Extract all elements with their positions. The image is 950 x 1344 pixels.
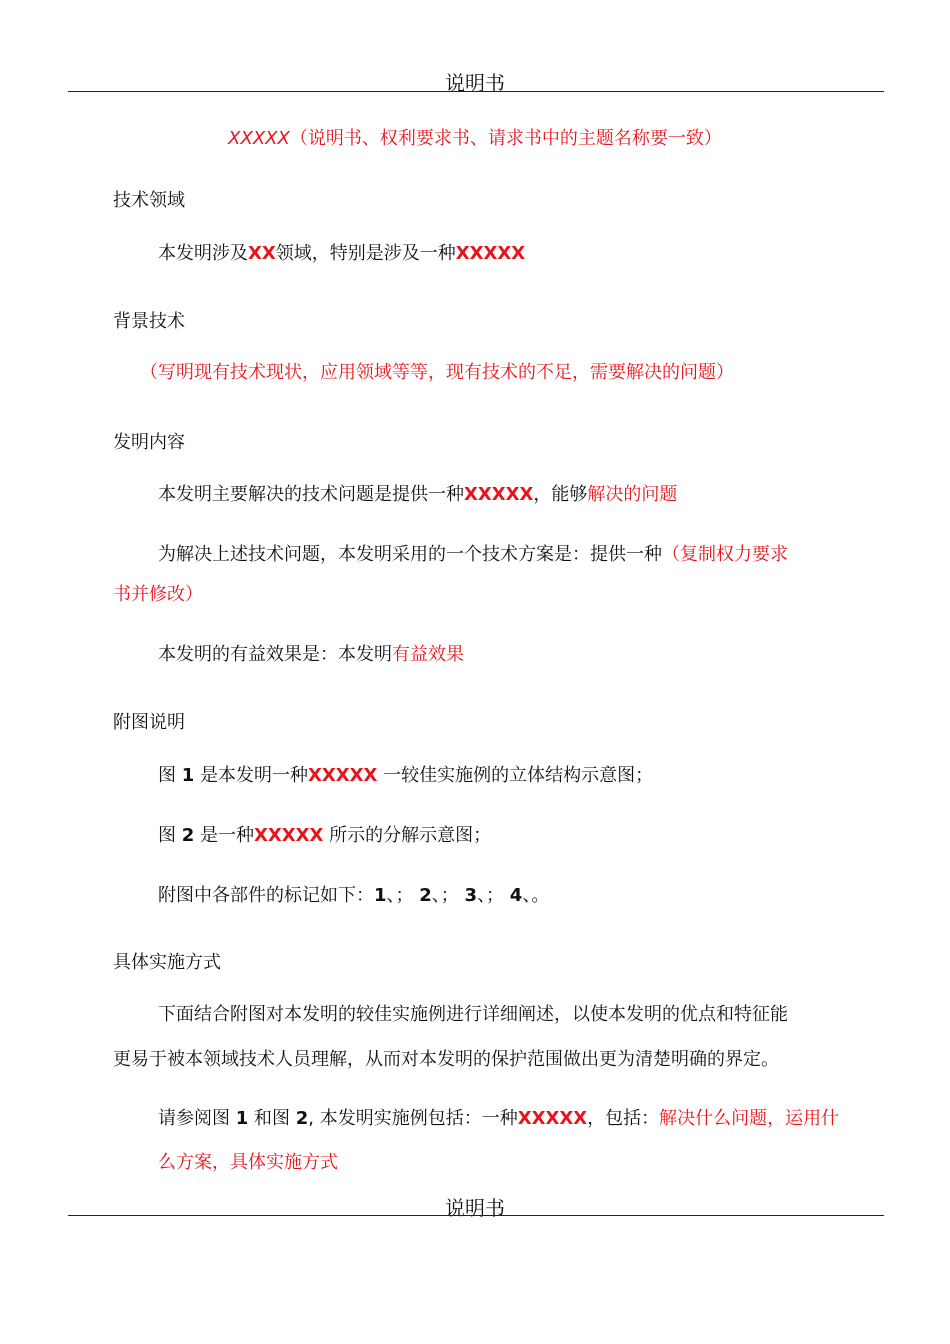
content-p1-placeholder: XXXXX [464,484,534,505]
fig2-number: 2 [181,825,195,846]
content-p3-text: 本发明的有益效果是：本发明 [158,644,392,665]
mark-sep-2: 、； [431,885,459,906]
page-footer-title: 说明书 [445,1196,505,1220]
content-paragraph-3 [158,640,464,666]
content-paragraph-1 [158,480,677,506]
mark-end: 、。 [522,885,550,906]
section-heading-embodiment: 具体实施方式 [113,952,221,973]
emb-p2-text-1: 请参阅图 [158,1108,230,1129]
emb-p2-text-4: ，包括： [587,1108,660,1129]
fig1-placeholder: XXXXX [308,765,378,786]
emb-p2-text-2: 和图 [254,1108,290,1129]
section-heading-content: 发明内容 [113,432,185,453]
fig2-text-2: 所示的分解示意图； [329,825,492,846]
emb-p2-fig-1: 1 [235,1108,249,1129]
fig2-text-1: 是一种 [200,825,254,846]
fig2-placeholder: XXXXX [254,825,324,846]
embodiment-paragraph-1-line-2: 更易于被本领域技术人员理解，从而对本发明的保护范围做出更为清楚明确的界定。 [113,1049,779,1070]
content-paragraph-2-line-1 [158,540,788,566]
fig2-label: 图 [158,825,176,846]
page-header-title: 说明书 [445,71,505,95]
fig1-label: 图 [158,765,176,786]
content-p1-text-2: ，能够 [533,484,588,505]
title-placeholder: XXXXX [228,128,290,149]
figure-2-description [158,821,491,847]
field-placeholder-xx: XX [248,243,276,264]
field-placeholder-xxxxx: XXXXX [455,243,526,264]
mark-1: 1 [374,885,387,906]
section-heading-field: 技术领域 [113,190,185,211]
marks-text: 附图中各部件的标记如下： [158,885,374,906]
content-p1-red-note: 解决的问题 [587,484,678,505]
content-p2-red-note-1: （复制权力要求 [662,544,788,565]
mark-sep-3: 、； [477,885,505,906]
section-heading-background: 背景技术 [113,311,185,332]
document-title [0,124,950,150]
field-paragraph [158,239,525,265]
part-marks-list [158,881,549,907]
footer-rule [68,1215,884,1216]
embodiment-paragraph-1-line-1: 下面结合附图对本发明的较佳实施例进行详细阐述，以使本发明的优点和特征能 [158,1004,788,1025]
mark-3: 3 [464,885,478,906]
mark-sep-1: 、； [386,885,414,906]
content-p3-red-note: 有益效果 [392,644,464,665]
fig1-text-2: 一较佳实施例的立体结构示意图； [383,765,654,786]
emb-p2-fig-2: 2 [295,1108,309,1129]
mark-2: 2 [419,885,432,906]
field-text-1: 本发明涉及 [158,243,248,264]
figure-1-description [158,761,653,787]
fig1-text-1: 是本发明一种 [200,765,308,786]
mark-4: 4 [509,885,523,906]
content-p2-text: 为解决上述技术问题，本发明采用的一个技术方案是：提供一种 [158,544,662,565]
emb-p2-placeholder: XXXXX [517,1108,588,1129]
field-text-2: 领域，特别是涉及一种 [275,243,456,264]
emb-p2-text-3: , 本发明实施例包括：一种 [308,1108,518,1129]
content-paragraph-2-line-2: 书并修改） [113,584,203,605]
emb-p2-red-note-1: 解决什么问题，运用什 [659,1108,840,1129]
header-rule [68,91,884,92]
fig1-number: 1 [181,765,195,786]
section-heading-drawings: 附图说明 [113,712,185,733]
embodiment-paragraph-2-line-2: 么方案，具体实施方式 [158,1152,338,1173]
embodiment-paragraph-2-line-1 [158,1104,839,1130]
content-p1-text-1: 本发明主要解决的技术问题是提供一种 [158,484,464,505]
background-note: （写明现有技术现状，应用领域等等，现有技术的不足，需要解决的问题） [140,362,734,383]
title-note: （说明书、权利要求书、请求书中的主题名称要一致） [289,128,722,149]
